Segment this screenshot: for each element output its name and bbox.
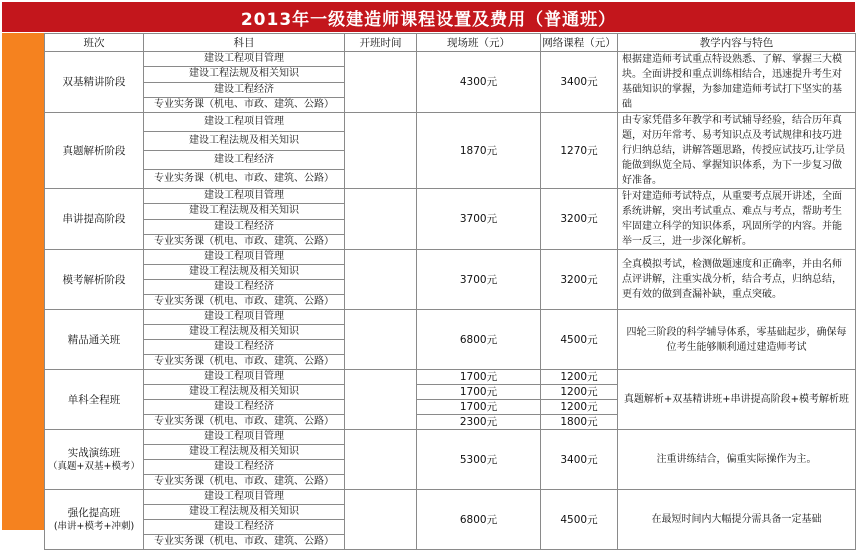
stage-name-line2: (串讲+模考+冲刺) [53, 520, 135, 532]
course-cell: 专业实务课（机电、市政、建筑、公路） [144, 415, 345, 430]
course-cell: 建设工程法规及相关知识 [144, 67, 345, 82]
onsite-price: 1700元 [417, 400, 541, 415]
content-description: 在最短时间内大幅提分需具备一定基础 [618, 490, 856, 550]
onsite-price: 6800元 [417, 310, 541, 370]
onsite-price: 1870元 [417, 113, 541, 189]
course-cell: 建设工程法规及相关知识 [144, 505, 345, 520]
online-price: 1270元 [541, 113, 618, 189]
content-description: 注重讲练结合，偏重实际操作为主。 [618, 430, 856, 490]
stage-name [45, 490, 144, 550]
online-price: 3400元 [541, 52, 618, 113]
course-cell: 建设工程经济 [144, 219, 345, 234]
header-open-date: 开班时间 [345, 34, 417, 52]
online-price: 3200元 [541, 250, 618, 310]
course-cell: 建设工程法规及相关知识 [144, 445, 345, 460]
page-title: 2013年一级建造师课程设置及费用（普通班） [2, 2, 855, 32]
stage-name: 真题解析阶段 [45, 113, 144, 189]
course-cell: 专业实务课（机电、市政、建筑、公路） [144, 535, 345, 550]
table-row [45, 52, 856, 67]
open-date-cell [345, 113, 417, 189]
course-cell: 建设工程法规及相关知识 [144, 132, 345, 151]
onsite-price: 1700元 [417, 370, 541, 385]
open-date-cell [345, 310, 417, 370]
content-description: 真题解析+双基精讲班+串讲提高阶段+模考解析班 [618, 370, 856, 430]
course-cell: 建设工程项目管理 [144, 250, 345, 265]
course-cell: 专业实务课（机电、市政、建筑、公路） [144, 234, 345, 249]
course-cell: 建设工程项目管理 [144, 189, 345, 204]
online-price: 3200元 [541, 189, 618, 250]
online-price: 1800元 [541, 415, 618, 430]
open-date-cell [345, 189, 417, 250]
stage-name: 串讲提高阶段 [45, 189, 144, 250]
content-description: 针对建造师考试特点，从重要考点展开讲述，全面系统讲解，突出考试重点、难点与考点，帮助考生牢固建立科学的知识体系，巩固所学的内容。并能举一反三，进一步深化解析。 [618, 189, 856, 250]
onsite-price: 1700元 [417, 385, 541, 400]
onsite-price: 3700元 [417, 250, 541, 310]
header-content: 教学内容与特色 [618, 34, 856, 52]
online-price: 4500元 [541, 490, 618, 550]
online-price: 4500元 [541, 310, 618, 370]
course-cell: 建设工程经济 [144, 400, 345, 415]
stage-name-line1: 实战演练班 [67, 446, 121, 459]
course-cell: 建设工程经济 [144, 280, 345, 295]
open-date-cell [345, 430, 417, 490]
course-cell: 建设工程经济 [144, 460, 345, 475]
stage-name-line1: 强化提高班 [67, 506, 121, 519]
course-cell: 建设工程法规及相关知识 [144, 385, 345, 400]
onsite-price: 6800元 [417, 490, 541, 550]
table-row [45, 490, 856, 505]
open-date-cell [345, 250, 417, 310]
content-description: 全真模拟考试，检测做题速度和正确率，并由名师点评讲解，注重实战分析，结合考点，归纳总结，更有效的做到查漏补缺，重点突破。 [618, 250, 856, 310]
course-cell: 建设工程项目管理 [144, 52, 345, 67]
onsite-price: 3700元 [417, 189, 541, 250]
course-cell: 建设工程经济 [144, 151, 345, 170]
course-cell: 建设工程法规及相关知识 [144, 204, 345, 219]
course-cell: 专业实务课（机电、市政、建筑、公路） [144, 97, 345, 112]
table-row [45, 430, 856, 445]
course-cell: 建设工程项目管理 [144, 370, 345, 385]
content-description: 根据建造师考试重点特设熟悉、了解、掌握三大模块。全面讲授和重点训练相结合，迅速提升考生对基础知识的掌握，为参加建造师考试打下坚实的基础 [618, 52, 856, 113]
online-price: 3400元 [541, 430, 618, 490]
header-online-price: 网络课程（元） [541, 34, 618, 52]
online-price: 1200元 [541, 370, 618, 385]
course-cell: 专业实务课（机电、市政、建筑、公路） [144, 170, 345, 189]
content-description: 由专家凭借多年教学和考试辅导经验，结合历年真题，对历年常考、易考知识点及考试规律和技巧进行归纳总结，讲解答题思路，传授应试技巧,让学员能做到纵览全局、掌握知识体系，为下一步复习做好准备。 [618, 113, 856, 189]
stage-name [45, 430, 144, 490]
course-cell: 建设工程项目管理 [144, 113, 345, 132]
course-cell: 建设工程法规及相关知识 [144, 325, 345, 340]
table-row [45, 370, 856, 385]
course-cell: 建设工程经济 [144, 520, 345, 535]
course-cell: 建设工程经济 [144, 340, 345, 355]
open-date-cell [345, 490, 417, 550]
content-description: 四轮三阶段的科学辅导体系，零基础起步，确保每位考生能够顺利通过建造师考试 [618, 310, 856, 370]
online-price: 1200元 [541, 400, 618, 415]
onsite-price: 2300元 [417, 415, 541, 430]
table-row [45, 189, 856, 204]
onsite-price: 4300元 [417, 52, 541, 113]
stage-name: 双基精讲阶段 [45, 52, 144, 113]
onsite-price: 5300元 [417, 430, 541, 490]
course-cell: 建设工程法规及相关知识 [144, 265, 345, 280]
course-cell: 建设工程项目管理 [144, 310, 345, 325]
table-row [45, 310, 856, 325]
stage-name: 单科全程班 [45, 370, 144, 430]
course-cell: 专业实务课（机电、市政、建筑、公路） [144, 355, 345, 370]
header-subject: 科目 [144, 34, 345, 52]
table-header-row [45, 34, 856, 52]
table-row [45, 113, 856, 132]
online-price: 1200元 [541, 385, 618, 400]
stage-name: 精品通关班 [45, 310, 144, 370]
left-accent-bar [2, 33, 44, 530]
course-cell: 建设工程项目管理 [144, 430, 345, 445]
header-onsite-price: 现场班（元） [417, 34, 541, 52]
course-cell: 建设工程经济 [144, 82, 345, 97]
course-cell: 专业实务课（机电、市政、建筑、公路） [144, 475, 345, 490]
header-stage: 班次 [45, 34, 144, 52]
stage-name: 模考解析阶段 [45, 250, 144, 310]
open-date-cell [345, 370, 417, 430]
open-date-cell [345, 52, 417, 113]
table-row [45, 250, 856, 265]
course-cell: 建设工程项目管理 [144, 490, 345, 505]
course-fee-table [44, 33, 856, 550]
course-cell: 专业实务课（机电、市政、建筑、公路） [144, 295, 345, 310]
stage-name-line2: （真题+双基+模考） [48, 460, 140, 472]
